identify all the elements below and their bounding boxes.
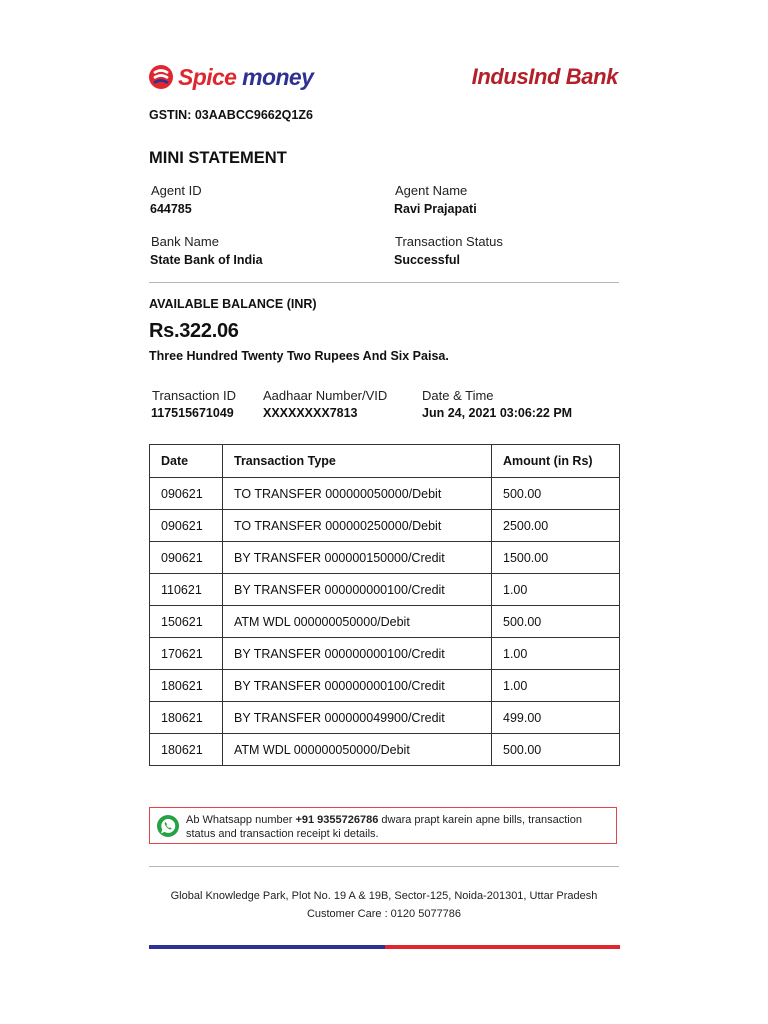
- table-row: [150, 702, 620, 734]
- agent-id-label: Agent ID: [151, 183, 202, 198]
- table-header-row: [150, 445, 620, 478]
- spice-word: Spice: [178, 63, 237, 90]
- agent-name-value: Ravi Prajapati: [394, 202, 477, 216]
- table-row: [150, 510, 620, 542]
- spice-money-logo: [148, 61, 313, 93]
- cell-transaction-type: BY TRANSFER 000000000100/Credit: [223, 574, 492, 606]
- cell-date: 180621: [150, 702, 223, 734]
- cell-transaction-type: BY TRANSFER 000000000100/Credit: [223, 638, 492, 670]
- money-word: money: [242, 63, 314, 90]
- cell-date: 180621: [150, 670, 223, 702]
- agent-name-label: Agent Name: [395, 183, 468, 198]
- cell-transaction-type: TO TRANSFER 000000250000/Debit: [223, 510, 492, 542]
- brand-bar-blue: [149, 945, 385, 949]
- column-header-amount: Amount (in Rs): [492, 445, 620, 478]
- cell-transaction-type: BY TRANSFER 000000049900/Credit: [223, 702, 492, 734]
- whatsapp-text-after: dwara prapt karein apne bills, transaction status and transaction receipt ki details.: [186, 814, 582, 840]
- cell-amount: 500.00: [492, 478, 620, 510]
- indusind-bank-logo: IndusInd Bank: [471, 64, 618, 89]
- cell-transaction-type: BY TRANSFER 000000150000/Credit: [223, 542, 492, 574]
- whatsapp-number: +91 9355726786: [295, 814, 379, 826]
- transaction-status-label: Transaction Status: [395, 234, 503, 249]
- cell-amount: 1.00: [492, 670, 620, 702]
- spice-money-mark-icon: [148, 64, 174, 90]
- table-row: [150, 670, 620, 702]
- footer-customer-care: Customer Care : 0120 5077786: [306, 908, 462, 920]
- date-time-label: Date & Time: [422, 388, 494, 403]
- cell-date: 090621: [150, 542, 223, 574]
- cell-transaction-type: ATM WDL 000000050000/Debit: [223, 734, 492, 766]
- cell-date: 150621: [150, 606, 223, 638]
- cell-amount: 1500.00: [492, 542, 620, 574]
- column-header-date: Date: [150, 445, 223, 478]
- available-balance-words: Three Hundred Twenty Two Rupees And Six Paisa.: [149, 349, 449, 363]
- date-time-value: Jun 24, 2021 03:06:22 PM: [422, 406, 573, 420]
- whatsapp-text-before: Ab Whatsapp number: [186, 814, 296, 826]
- whatsapp-notice: [149, 807, 617, 844]
- cell-date: 090621: [150, 510, 223, 542]
- available-balance-amount: Rs.322.06: [149, 320, 239, 342]
- mini-statement-table: [149, 444, 620, 766]
- cell-date: 090621: [150, 478, 223, 510]
- cell-amount: 500.00: [492, 606, 620, 638]
- whatsapp-icon: [156, 814, 180, 838]
- brand-bar-red: [385, 945, 620, 949]
- cell-date: 170621: [150, 638, 223, 670]
- cell-date: 110621: [150, 574, 223, 606]
- bank-name-label: Bank Name: [151, 234, 219, 249]
- transaction-id-value: 117515671049: [151, 406, 234, 420]
- page-title: MINI STATEMENT: [149, 149, 287, 167]
- divider: [149, 866, 619, 867]
- column-header-transaction-type: Transaction Type: [223, 445, 492, 478]
- table-row: [150, 542, 620, 574]
- aadhaar-value: XXXXXXXX7813: [263, 406, 358, 420]
- whatsapp-notice-text: [186, 813, 606, 841]
- transaction-id-label: Transaction ID: [152, 388, 237, 403]
- cell-date: 180621: [150, 734, 223, 766]
- cell-transaction-type: TO TRANSFER 000000050000/Debit: [223, 478, 492, 510]
- table-row: [150, 638, 620, 670]
- cell-amount: 1.00: [492, 638, 620, 670]
- aadhaar-label: Aadhaar Number/VID: [263, 388, 388, 403]
- cell-amount: 1.00: [492, 574, 620, 606]
- agent-id-value: 644785: [150, 202, 192, 216]
- footer-address: Global Knowledge Park, Plot No. 19 A & 19B, Sector-125, Noida-201301, Uttar Pradesh: [170, 890, 598, 902]
- cell-amount: 499.00: [492, 702, 620, 734]
- gstin: GSTIN: 03AABCC9662Q1Z6: [149, 108, 313, 122]
- transaction-status-value: Successful: [394, 253, 461, 267]
- table-row: [150, 734, 620, 766]
- table-row: [150, 478, 620, 510]
- divider: [149, 282, 619, 283]
- available-balance-label: AVAILABLE BALANCE (INR): [149, 297, 317, 311]
- cell-transaction-type: ATM WDL 000000050000/Debit: [223, 606, 492, 638]
- cell-amount: 2500.00: [492, 510, 620, 542]
- bank-name-value: State Bank of India: [150, 253, 263, 267]
- table-row: [150, 574, 620, 606]
- cell-amount: 500.00: [492, 734, 620, 766]
- cell-transaction-type: BY TRANSFER 000000000100/Credit: [223, 670, 492, 702]
- table-row: [150, 606, 620, 638]
